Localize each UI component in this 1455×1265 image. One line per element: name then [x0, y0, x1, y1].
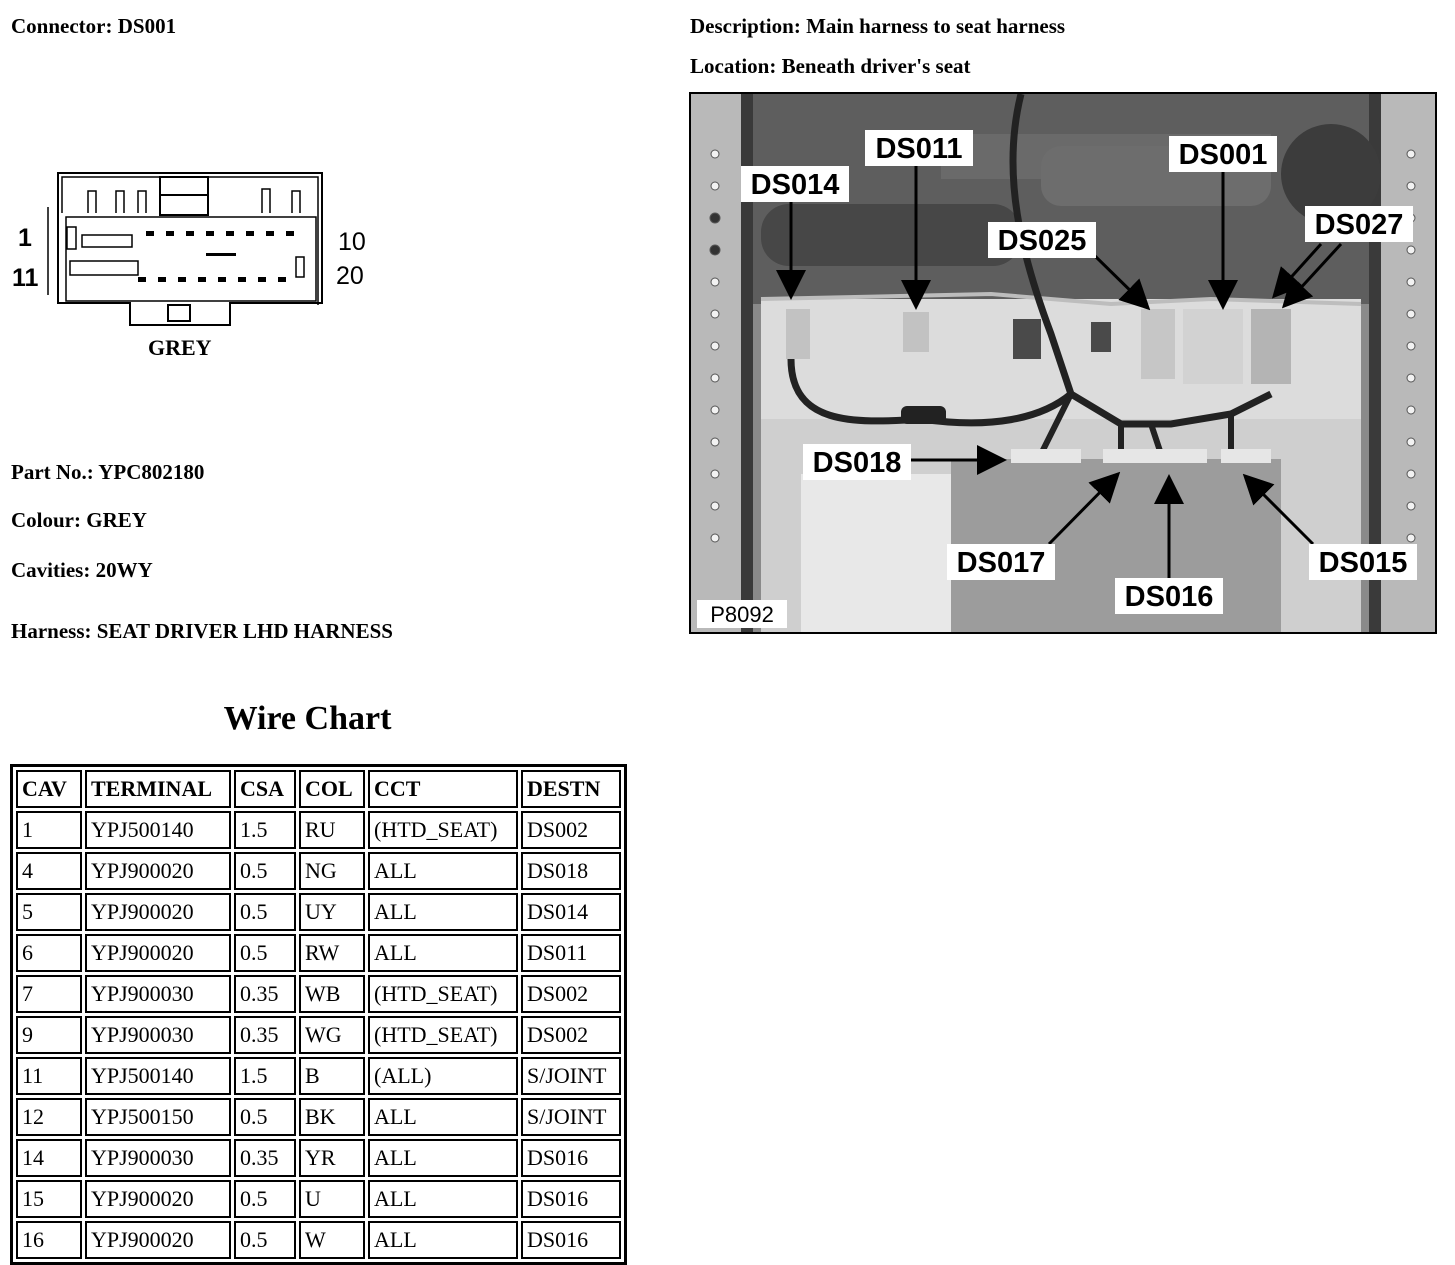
cell-cav: 1: [16, 811, 82, 849]
cell-csa: 0.5: [234, 1098, 296, 1136]
cell-csa: 0.5: [234, 1180, 296, 1218]
header-cct: CCT: [368, 770, 518, 808]
cell-csa: 1.5: [234, 1057, 296, 1095]
cell-csa: 0.35: [234, 1139, 296, 1177]
cell-col: BK: [299, 1098, 365, 1136]
pin-20-label: 20: [336, 262, 364, 290]
cell-terminal: YPJ500140: [85, 811, 231, 849]
table-row: [16, 975, 621, 1013]
cell-col: B: [299, 1057, 365, 1095]
cell-csa: 0.5: [234, 852, 296, 890]
cell-col: WB: [299, 975, 365, 1013]
wire-chart-title: Wire Chart: [223, 700, 392, 737]
label-ds018: DS018: [812, 447, 902, 479]
table-row: [16, 1016, 621, 1054]
cell-cct: ALL: [368, 1180, 518, 1218]
cell-destn: S/JOINT: [521, 1098, 621, 1136]
pin-11-label: 11: [12, 264, 39, 292]
cell-csa: 0.5: [234, 1221, 296, 1259]
label-ds015: DS015: [1318, 547, 1408, 579]
cell-destn: DS011: [521, 934, 621, 972]
header-destn: DESTN: [521, 770, 621, 808]
label-ds001: DS001: [1178, 139, 1268, 171]
cell-col: U: [299, 1180, 365, 1218]
cell-csa: 0.35: [234, 1016, 296, 1054]
cell-cct: ALL: [368, 852, 518, 890]
table-header-row: [16, 770, 621, 808]
cell-destn: DS002: [521, 975, 621, 1013]
description-label: Description: Main harness to seat harness: [690, 14, 1066, 38]
cell-cct: ALL: [368, 1221, 518, 1259]
cell-terminal: YPJ900030: [85, 975, 231, 1013]
cell-destn: DS016: [521, 1221, 621, 1259]
header-cav: CAV: [16, 770, 82, 808]
cell-csa: 1.5: [234, 811, 296, 849]
cell-destn: DS016: [521, 1180, 621, 1218]
photo-id: P8092: [710, 602, 774, 627]
pin-10-label: 10: [338, 228, 366, 256]
connector-color-label: GREY: [148, 335, 212, 360]
cell-csa: 0.5: [234, 893, 296, 931]
table-row: [16, 1180, 621, 1218]
cell-terminal: YPJ900030: [85, 1016, 231, 1054]
cell-cav: 7: [16, 975, 82, 1013]
cell-col: UY: [299, 893, 365, 931]
cell-col: YR: [299, 1139, 365, 1177]
cavities: Cavities: 20WY: [11, 558, 153, 582]
label-ds011: DS011: [875, 133, 963, 165]
cell-col: RU: [299, 811, 365, 849]
cell-csa: 0.35: [234, 975, 296, 1013]
harness: Harness: SEAT DRIVER LHD HARNESS: [11, 619, 393, 643]
cell-cav: 9: [16, 1016, 82, 1054]
cell-cct: ALL: [368, 1139, 518, 1177]
cell-terminal: YPJ900020: [85, 893, 231, 931]
cell-destn: DS016: [521, 1139, 621, 1177]
label-ds025: DS025: [997, 225, 1087, 257]
table-row: [16, 893, 621, 931]
cell-col: RW: [299, 934, 365, 972]
cell-cav: 12: [16, 1098, 82, 1136]
location-label: Location: Beneath driver's seat: [690, 54, 971, 78]
label-ds014: DS014: [750, 169, 840, 201]
cell-col: NG: [299, 852, 365, 890]
connector-label: Connector: DS001: [11, 14, 177, 38]
table-row: [16, 852, 621, 890]
cell-col: WG: [299, 1016, 365, 1054]
cell-terminal: YPJ500150: [85, 1098, 231, 1136]
label-ds027: DS027: [1314, 209, 1404, 241]
header-csa: CSA: [234, 770, 296, 808]
cell-cav: 14: [16, 1139, 82, 1177]
cell-cct: (ALL): [368, 1057, 518, 1095]
cell-destn: DS002: [521, 1016, 621, 1054]
table-row: [16, 934, 621, 972]
cell-csa: 0.5: [234, 934, 296, 972]
part-number: Part No.: YPC802180: [11, 460, 205, 484]
label-ds017: DS017: [956, 547, 1046, 579]
connector-face-diagram: [40, 165, 340, 335]
table-row: [16, 1098, 621, 1136]
header-terminal: TERMINAL: [85, 770, 231, 808]
cell-terminal: YPJ900030: [85, 1139, 231, 1177]
colour: Colour: GREY: [11, 508, 147, 532]
pin-1-label: 1: [18, 224, 32, 252]
cell-destn: S/JOINT: [521, 1057, 621, 1095]
cell-terminal: YPJ900020: [85, 934, 231, 972]
header-col: COL: [299, 770, 365, 808]
cell-destn: DS002: [521, 811, 621, 849]
cell-terminal: YPJ900020: [85, 1180, 231, 1218]
cell-cct: (HTD_SEAT): [368, 811, 518, 849]
cell-destn: DS014: [521, 893, 621, 931]
cell-cct: ALL: [368, 934, 518, 972]
wire-chart-table: [10, 764, 627, 1265]
cell-cav: 5: [16, 893, 82, 931]
cell-terminal: YPJ900020: [85, 1221, 231, 1259]
cell-cct: (HTD_SEAT): [368, 975, 518, 1013]
label-ds016: DS016: [1124, 581, 1214, 613]
cell-cav: 11: [16, 1057, 82, 1095]
cell-destn: DS018: [521, 852, 621, 890]
table-row: [16, 811, 621, 849]
cell-cct: ALL: [368, 893, 518, 931]
cell-terminal: YPJ500140: [85, 1057, 231, 1095]
cell-col: W: [299, 1221, 365, 1259]
location-photo: [689, 92, 1437, 634]
table-row: [16, 1221, 621, 1259]
cell-cct: (HTD_SEAT): [368, 1016, 518, 1054]
cell-cav: 16: [16, 1221, 82, 1259]
photo-illustration: [691, 94, 1435, 632]
cell-cav: 15: [16, 1180, 82, 1218]
cell-cav: 4: [16, 852, 82, 890]
table-row: [16, 1057, 621, 1095]
table-row: [16, 1139, 621, 1177]
cell-terminal: YPJ900020: [85, 852, 231, 890]
cell-cav: 6: [16, 934, 82, 972]
cell-cct: ALL: [368, 1098, 518, 1136]
